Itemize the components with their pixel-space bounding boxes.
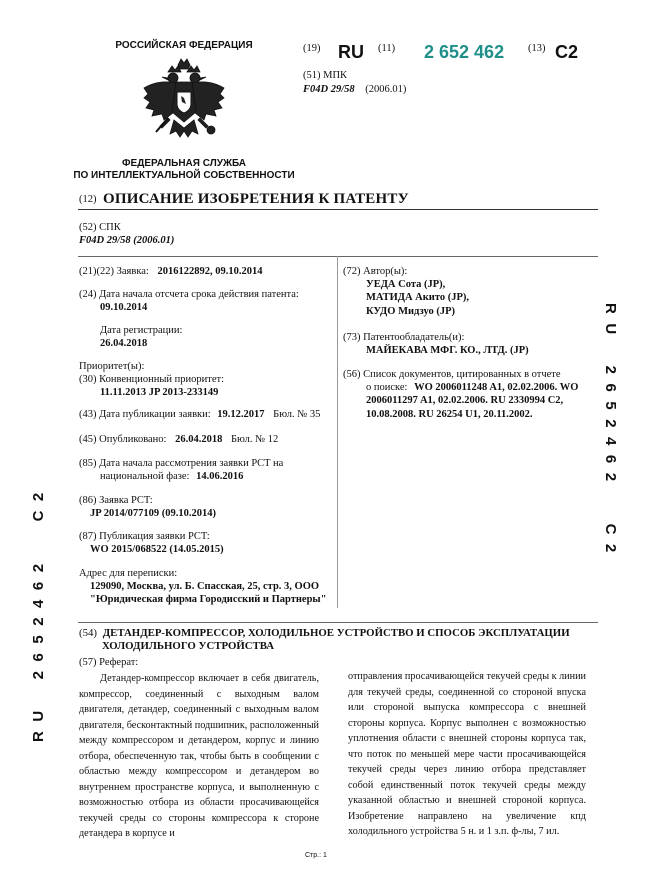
field-87-value: WO 2015/068522 (14.05.2015) (90, 544, 224, 556)
field-45-label: (45) Опубликовано: (79, 434, 167, 445)
field-30-label: (30) Конвенционный приоритет: (79, 374, 225, 386)
ipc-code (303, 84, 406, 95)
side-code-right (602, 303, 619, 562)
patent-number: 2 652 462 (424, 42, 505, 62)
invention-title-line1: ДЕТАНДЕР-КОМПРЕССОР, ХОЛОДИЛЬНОЕ УСТРОЙСТВО И СПОСОБ ЭКСПЛУАТАЦИИ (102, 627, 570, 639)
field-86 (79, 494, 216, 520)
field-priority (79, 360, 224, 400)
side-code-left-d5: 4 (30, 590, 47, 608)
side-code-left-d1: 2 (30, 661, 47, 680)
field-address (79, 567, 326, 607)
field-43-bulletin: Бюл. № 35 (273, 409, 321, 420)
field-24 (79, 288, 299, 314)
author-3: КУДО Мидзуо (JP) (366, 305, 455, 317)
author-1: УЕДА Сота (JP), (366, 279, 446, 291)
eagle-emblem-icon (138, 58, 230, 150)
code-54: (54) (79, 627, 97, 639)
bib-top-rule (78, 256, 598, 257)
field-73-value: МАЙЕКАВА МФГ. КО., ЛТД. (JP) (366, 345, 529, 357)
field-72-label: (72) Автор(ы): (343, 266, 408, 277)
field-56 (343, 368, 578, 421)
application-label: (21)(22) Заявка: (79, 266, 149, 277)
field-72 (343, 265, 469, 318)
registration-value: 26.04.2018 (100, 338, 148, 350)
side-code-right-kind: C2 (602, 523, 619, 562)
author-2: МАТИДА Акито (JP), (366, 292, 470, 304)
side-code-right-d2: 6 (602, 383, 619, 402)
code-19: (19) (303, 43, 321, 54)
field-45-value: 26.04.2018 (175, 434, 223, 445)
side-code-left-d4: 2 (30, 607, 47, 626)
abstract-heading: (57) Реферат: (79, 657, 139, 668)
field-87 (79, 530, 224, 556)
country-code: RU (338, 42, 364, 62)
field-56-citations-2: 2006011297 A1, 02.02.2006. RU 2330994 C2, (366, 395, 564, 407)
side-code-left-d7: 2 (30, 554, 47, 573)
kind-code: C2 (555, 42, 579, 62)
side-code-right-d3: 5 (602, 401, 619, 420)
field-85-label-line2: национальной фазе: (100, 471, 190, 483)
field-56-label: (56) Список документов, цитированных в отчете (343, 369, 561, 380)
title-rule (78, 209, 598, 210)
side-code-left-d6: 6 (30, 572, 47, 591)
field-24-label: (24) Дата начала отсчета срока действия патента: (79, 289, 299, 300)
cpc-label: (52) СПК (79, 222, 121, 233)
side-code-left-ru: RU (30, 701, 47, 742)
agency-name-line2: ПО ИНТЕЛЛЕКТУАЛЬНОЙ СОБСТВЕННОСТИ (73, 170, 295, 181)
field-43-value: 19.12.2017 (217, 409, 265, 420)
code-11: (11) (378, 43, 396, 54)
priority-label: Приоритет(ы): (79, 361, 145, 372)
field-86-value: JP 2014/077109 (09.10.2014) (90, 508, 216, 520)
document-title: ОПИСАНИЕ ИЗОБРЕТЕНИЯ К ПАТЕНТУ (103, 191, 409, 207)
field-86-label: (86) Заявка PCT: (79, 495, 153, 506)
application-value: 2016122892, 09.10.2014 (157, 266, 263, 277)
field-85 (79, 457, 283, 483)
side-code-left-kind: C2 (30, 483, 47, 522)
side-code-right-d4: 2 (602, 419, 619, 438)
side-code-left-d3: 5 (30, 625, 47, 644)
side-code-right-ru: RU (602, 303, 619, 344)
field-43-label: (43) Дата публикации заявки: (79, 409, 211, 420)
field-56-citations-3: 10.08.2008. RU 26254 U1, 20.11.2002. (366, 408, 533, 420)
registration-label: Дата регистрации: (100, 325, 183, 336)
field-43 (79, 408, 320, 421)
field-85-line2 (100, 470, 283, 483)
bib-column-divider (337, 256, 338, 608)
field-85-value: 14.06.2016 (196, 471, 244, 483)
field-45 (79, 433, 278, 446)
side-code-left-d2: 6 (30, 643, 47, 662)
invention-title (79, 627, 599, 653)
address-line1: 129090, Москва, ул. Б. Спасская, 25, стр. 3, ООО (90, 581, 320, 593)
bib-bottom-rule (78, 622, 598, 623)
field-45-bulletin: Бюл. № 12 (230, 434, 279, 445)
side-code-right-d7: 2 (602, 472, 619, 491)
page-number: Стр.: 1 (305, 852, 327, 859)
ipc-year: (2006.01) (365, 84, 407, 95)
abstract-right-column: отправления просачивающейся текучей среды к линии для текучей среды, соединенной со стороной впуска или стороной выпуска компрессора с внешней стороны корпуса. Корпус выполнен с возможностью уплотнения области с внешней стороны корпуса так, что поток по меньшей мере части просачивающейся текучей среды через линию отбора представляет собой единственный поток текучей среды между указанной областью и внешней стороной корпуса. Изобретение направлено на увеличение кпд холодильного устройства 5 н. и 1 з.п. ф-лы, 7 ил. (348, 671, 586, 837)
country-name: РОССИЙСКАЯ ФЕДЕРАЦИЯ (115, 40, 253, 51)
field-56-citations-1: WO 2006011248 A1, 02.02.2006. WO (414, 382, 579, 394)
cpc-code: F04D 29/58 (2006.01) (79, 235, 175, 246)
address-label: Адрес для переписки: (79, 568, 178, 579)
code-12: (12) (79, 194, 97, 205)
ipc-label: (51) МПК (303, 70, 348, 81)
side-code-right-d6: 6 (602, 454, 619, 473)
field-56-label-tail: о поиске: (366, 382, 408, 394)
coat-of-arms-emblem (138, 58, 230, 150)
side-code-right-d5: 4 (602, 437, 619, 455)
agency-name-line1: ФЕДЕРАЛЬНАЯ СЛУЖБА (121, 158, 247, 169)
code-13: (13) (528, 43, 546, 54)
side-code-right-d1: 2 (602, 365, 619, 384)
field-87-label: (87) Публикация заявки PCT: (79, 531, 210, 542)
field-73-label: (73) Патентообладатель(и): (343, 332, 465, 343)
abstract-left-column: Детандер-компрессор включает в себя двигатель, компрессор, соединенный с выходным валом двигателя, детандер, соединенный с выходным валом двигателя, бесконтактный подшипник, расположенный между компрессором и детандером, корпус и линию отбора, обеспеченную так, чтобы быть в сообщении с областью между компрессором и детандером во внутреннем пространстве корпуса, и выполненную с возможностью отбора из области просачивающейся текучей среды со стороны компрессора к стороне детандера в корпусе и (79, 673, 319, 839)
invention-title-line2: ХОЛОДИЛЬНОГО УСТРОЙСТВА (102, 640, 275, 652)
ipc-class: F04D 29/58 (303, 84, 355, 95)
field-85-label-line1: (85) Дата начала рассмотрения заявки PCT на (79, 458, 284, 469)
field-registration (100, 324, 182, 350)
field-30-value: 11.11.2013 JP 2013-233149 (100, 387, 219, 399)
address-line2: "Юридическая фирма Городисский и Партнеры" (90, 594, 327, 606)
field-73 (343, 331, 529, 357)
field-56-line1 (366, 381, 578, 394)
field-application (79, 265, 262, 278)
field-24-value: 09.10.2014 (100, 302, 148, 314)
side-code-left (30, 483, 47, 742)
